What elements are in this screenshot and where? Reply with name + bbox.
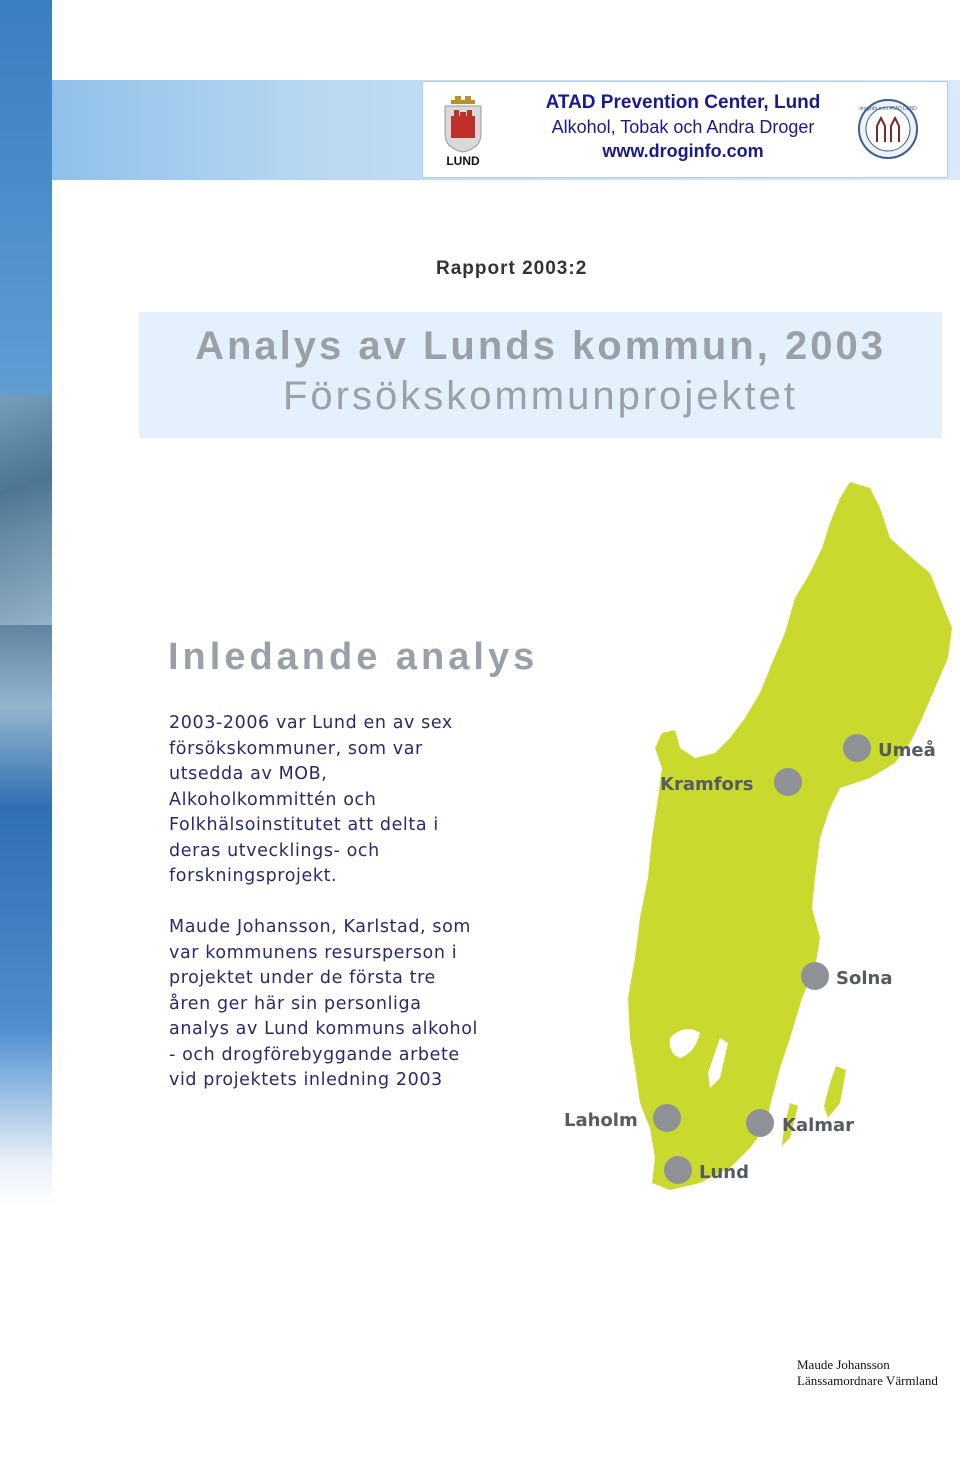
atad-logo [857, 98, 919, 160]
text-line: var kommunens resursperson i [169, 942, 458, 963]
author-title: Länssamordnare Värmland [797, 1373, 938, 1388]
document-subtitle: Försökskommunprojektet [282, 374, 799, 418]
text-line: forskningsprojekt. [169, 866, 338, 886]
text-line: åren ger här sin personliga [169, 993, 422, 1014]
sweden-land [628, 482, 952, 1190]
text-line: deras utvecklings- och [169, 840, 380, 861]
org-subtitle: Alkohol, Tobak och Andra Droger [551, 117, 815, 137]
lund-coat-of-arms-logo [437, 94, 489, 168]
svg-text:Laholm: Laholm [564, 1110, 638, 1131]
svg-text:Kramfors: Kramfors [660, 774, 754, 795]
text-line: Alkoholkommittén och [169, 789, 377, 810]
svg-text:Lund: Lund [699, 1162, 749, 1183]
author-name: Maude Johansson [797, 1357, 890, 1372]
city-marker-solna [801, 962, 892, 990]
header-box [422, 81, 948, 178]
text-line: vid projektets inledning 2003 [169, 1070, 443, 1090]
text-line: försökskommuner, som var [169, 738, 423, 759]
svg-text:Solna: Solna [836, 968, 893, 989]
decorative-landscape-image [0, 395, 52, 625]
org-name: ATAD Prevention Center, Lund [545, 92, 821, 113]
intro-paragraph [169, 711, 453, 890]
author-paragraph [169, 915, 478, 1094]
author-signature [797, 1357, 938, 1389]
sweden-map [540, 478, 960, 1198]
svg-text:Umeå: Umeå [878, 740, 936, 761]
document-title: Analys av Lunds kommun, 2003 [195, 324, 886, 368]
text-line: utsedda av MOB, [169, 764, 328, 784]
city-marker-laholm [564, 1104, 681, 1132]
section-heading: Inledande analys [168, 636, 539, 678]
text-line: projektet under de första tre [169, 968, 436, 988]
gotland-island [824, 1066, 846, 1118]
svg-text:droginfo.com ATAD LUND: droginfo.com ATAD LUND [859, 106, 917, 112]
org-website: www.droginfo.com [602, 141, 764, 161]
city-marker-kalmar [746, 1109, 854, 1137]
svg-text:Kalmar: Kalmar [782, 1115, 855, 1136]
text-line: Maude Johansson, Karlstad, som [169, 917, 472, 937]
report-number: Rapport 2003:2 [436, 258, 588, 279]
title-band [139, 312, 942, 438]
svg-text:LUND: LUND [446, 154, 480, 168]
text-line: - och drogförebyggande arbete [169, 1044, 460, 1065]
decorative-side-strip [0, 0, 52, 1471]
text-line: 2003-2006 var Lund en av sex [169, 713, 453, 733]
header-text [523, 90, 843, 163]
text-line: Folkhälsoinstitutet att delta i [169, 815, 439, 835]
text-line: analys av Lund kommuns alkohol [169, 1019, 479, 1039]
